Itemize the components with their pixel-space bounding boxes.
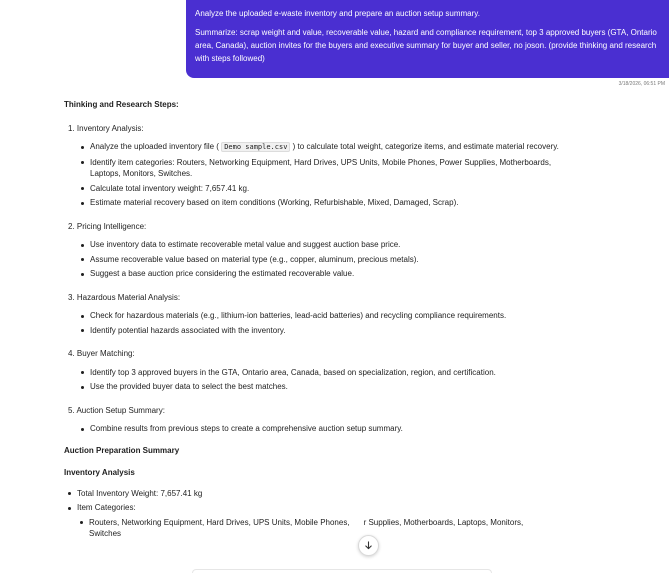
message-timestamp: 3/18/2026, 06:51 PM [618,81,665,87]
list-item: Estimate material recovery based on item conditions (Working, Refurbishable, Mixed, Damaged, Scrap). [90,197,564,209]
list-item: Identify item categories: Routers, Networking Equipment, Hard Drives, UPS Units, Mobile Phones, Power Supplies, Motherboards, Laptops, Monitors, Switches. [90,157,564,180]
arrow-down-icon [364,541,373,550]
list-item: Identify potential hazards associated with the inventory. [90,325,564,337]
list-item: Calculate total inventory weight: 7,657.41 kg. [90,183,564,195]
list-item: Use the provided buyer data to select the best matches. [90,381,564,393]
user-message-line2: Summarize: scrap weight and value, recoverable value, hazard and compliance requirement, top 3 approved buyers (GTA, Ontario area, Canada), auction invites for the buyers and executive summary for buyer and seller, no joson. (provide thinking and research with steps followed) [195,28,657,63]
user-message-bubble [186,0,669,78]
step5-list [90,423,564,435]
list-item: Check for hazardous materials (e.g., lithium-ion batteries, lead-acid batteries) and recycling compliance requirements. [90,310,564,322]
summary-heading: Auction Preparation Summary [64,445,180,455]
list-item: Item Categories: [77,502,564,514]
list-item: Suggest a base auction price considering the estimated recoverable value. [90,268,564,280]
user-message-line1: Analyze the uploaded e-waste inventory and prepare an auction setup summary. [195,9,480,18]
filename-code: Demo sample.csv [221,142,290,152]
step4-title: 4. Buyer Matching: [68,349,135,358]
list-item: Identify top 3 approved buyers in the GTA, Ontario area, Canada, based on specialization, region, and certification. [90,367,564,379]
inventory-list [77,488,564,540]
step5-title: 5. Auction Setup Summary: [68,405,165,415]
step2-list [90,239,564,280]
list-item: Analyze the uploaded inventory file ( Demo sample.csv ) to calculate total weight, categorize items, and estimate material recovery. [90,141,564,154]
list-item: Use inventory data to estimate recoverable metal value and suggest auction base price. [90,239,564,251]
assistant-response [64,99,564,540]
step2-title: 2. Pricing Intelligence: [68,221,147,231]
step1-title: 1. Inventory Analysis: [68,123,144,133]
list-item: Combine results from previous steps to create a comprehensive auction setup summary. [90,423,564,435]
inventory-heading: Inventory Analysis [64,468,135,477]
step4-list [90,367,564,393]
list-item: Total Inventory Weight: 7,657.41 kg [77,488,564,500]
scroll-to-bottom-button[interactable] [358,535,379,556]
message-input-area[interactable] [192,569,492,573]
step1-list [90,141,564,209]
list-item: Assume recoverable value based on material type (e.g., copper, aluminum, precious metals). [90,254,564,266]
list-item: Routers, Networking Equipment, Hard Drives, UPS Units, Mobile Phones, r Supplies, Motherboards, Laptops, Monitors, Switches [89,517,564,540]
thinking-heading: Thinking and Research Steps: [64,100,179,109]
step3-title: 3. Hazardous Material Analysis: [68,292,181,302]
step3-list [90,310,564,336]
